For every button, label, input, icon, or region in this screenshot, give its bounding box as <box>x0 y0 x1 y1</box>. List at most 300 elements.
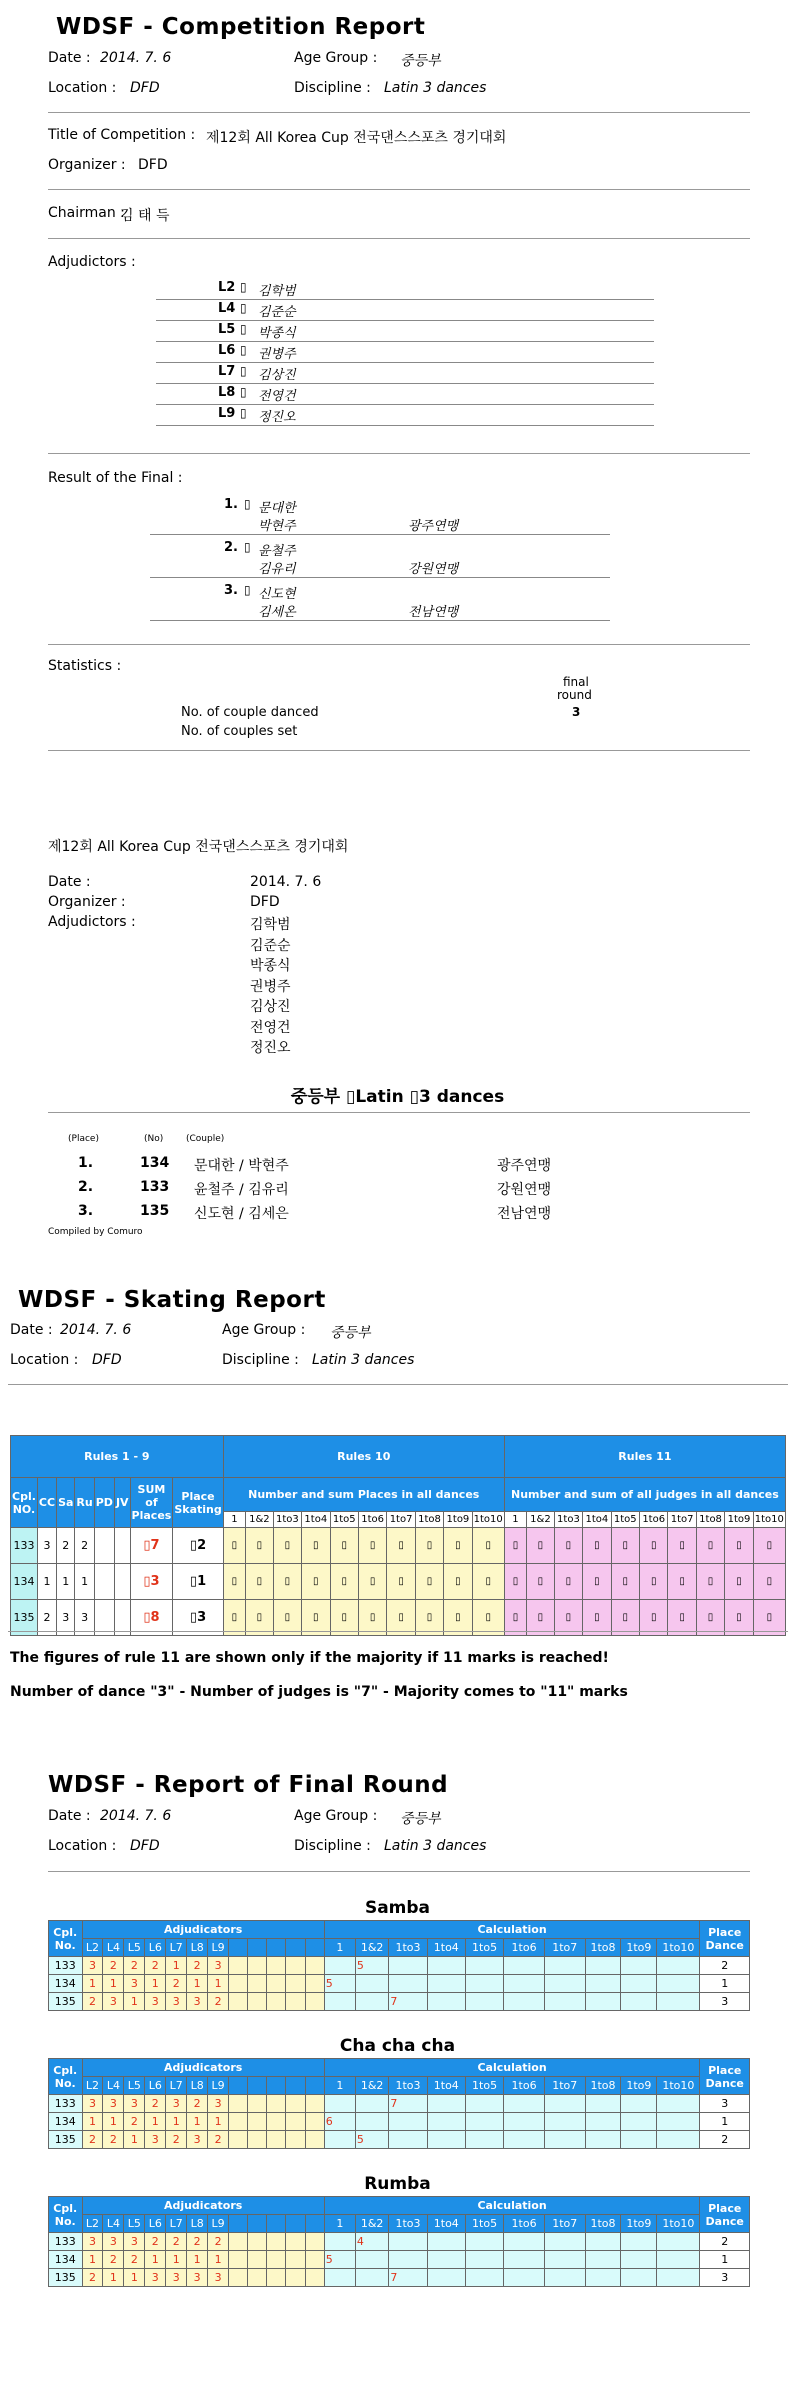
judge-mark: 2 <box>103 1957 124 1975</box>
judge-mark: 1 <box>145 2113 166 2131</box>
result-club: 광주연맹 <box>408 519 459 534</box>
cpl-header: Cpl. No. <box>49 2059 83 2095</box>
result-row-line <box>150 577 610 578</box>
skating-date: 2014. 7. 6 <box>60 1322 132 1338</box>
judge-empty <box>267 2233 286 2251</box>
judge-empty <box>305 2095 324 2113</box>
calc-cell <box>427 1975 465 1993</box>
judge-empty <box>248 2131 267 2149</box>
judge-empty <box>229 2113 248 2131</box>
calc-col-header: 1to8 <box>585 2077 621 2095</box>
calc-col-header: 1&2 <box>355 2077 389 2095</box>
dance-cpl: 133 <box>49 1957 83 1975</box>
dance-place: 3 <box>700 2095 750 2113</box>
calc-cell <box>621 2233 657 2251</box>
judge-empty <box>286 2269 305 2287</box>
adjudicator-box: ▯ <box>240 364 247 378</box>
judge-empty <box>267 2095 286 2113</box>
summary-couple: 문대한 / 박현주 <box>194 1158 289 1174</box>
judge-mark: 3 <box>124 1975 145 1993</box>
judge-empty <box>305 1957 324 1975</box>
judge-empty <box>267 2131 286 2149</box>
age-value: 중등부 <box>400 53 441 69</box>
rule11-cell: ▯ <box>725 1600 753 1636</box>
adjudicator-code: L5 <box>218 322 236 337</box>
rule10-cell: ▯ <box>358 1564 386 1600</box>
rule11-sub-header: Number and sum of all judges in all dances <box>504 1478 785 1512</box>
judge-empty <box>286 2251 305 2269</box>
summary-organizer: DFD <box>250 894 280 910</box>
judge-empty <box>305 1975 324 1993</box>
calc-cell <box>465 2113 503 2131</box>
rule11-cell: ▯ <box>583 1528 611 1564</box>
dance-cpl: 134 <box>49 2113 83 2131</box>
rule11-cell: ▯ <box>554 1600 582 1636</box>
rule10-cell: ▯ <box>444 1528 472 1564</box>
calc-cell <box>504 1975 545 1993</box>
judge-empty <box>286 1957 305 1975</box>
judge-mark: 1 <box>124 2131 145 2149</box>
rule10-cell: ▯ <box>472 1564 504 1600</box>
result-club: 전남연맹 <box>408 605 459 620</box>
judge-empty <box>248 2095 267 2113</box>
pd-header: PD <box>94 1478 114 1528</box>
judge-header: L2 <box>82 2215 103 2233</box>
skating-age-label: Age Group : <box>222 1322 306 1338</box>
calc-cell <box>355 2113 389 2131</box>
judge-empty <box>229 1993 248 2011</box>
rule10-cell: ▯ <box>302 1528 330 1564</box>
judge-empty-header <box>286 2215 305 2233</box>
summary-date-label: Date : <box>48 874 91 890</box>
adjudicators-label: Adjudictors : <box>48 254 136 270</box>
skating-age: 중등부 <box>330 1325 371 1341</box>
adjudicator-row-line <box>156 341 654 342</box>
rule10-sub-header: Number and sum Places in all dances <box>223 1478 504 1512</box>
calc-cell <box>621 2269 657 2287</box>
rule10-cell: ▯ <box>330 1564 358 1600</box>
judge-header: L8 <box>187 1939 208 1957</box>
location-label: Location : <box>48 80 117 96</box>
result-man: 윤철주 <box>258 544 296 559</box>
summary-adjudicator-name: 정진오 <box>250 1040 291 1056</box>
judge-mark: 2 <box>145 1957 166 1975</box>
summary-club: 전남연맹 <box>497 1206 552 1222</box>
rule10-cell: ▯ <box>444 1564 472 1600</box>
skating-col-header: 1to6 <box>358 1512 386 1528</box>
rule10-cell: ▯ <box>302 1600 330 1636</box>
calc-cell <box>465 1975 503 1993</box>
calc-cell <box>427 1993 465 2011</box>
summary-competition: 제12회 All Korea Cup 전국댄스스포츠 경기대회 <box>48 839 349 855</box>
judge-mark: 1 <box>103 2269 124 2287</box>
judge-header: L4 <box>103 2215 124 2233</box>
calc-cell <box>389 2233 427 2251</box>
judge-mark: 1 <box>166 2251 187 2269</box>
skating-col-header: 1to3 <box>273 1512 301 1528</box>
rule10-cell: ▯ <box>246 1564 274 1600</box>
col-place-header: (Place) <box>68 1134 99 1144</box>
judge-empty <box>305 2113 324 2131</box>
adjudicator-code: L7 <box>218 364 236 379</box>
judge-mark: 1 <box>208 1975 229 1993</box>
calc-cell <box>585 1993 621 2011</box>
judge-mark: 2 <box>166 2233 187 2251</box>
calc-cell <box>544 1993 585 2011</box>
adjudicator-box: ▯ <box>240 385 247 399</box>
dance-place: 2 <box>700 2233 750 2251</box>
rule11-cell: ▯ <box>639 1564 667 1600</box>
judge-mark: 2 <box>82 1993 103 2011</box>
judge-empty-header <box>305 2077 324 2095</box>
judge-header: L8 <box>187 2077 208 2095</box>
adjudicator-box: ▯ <box>240 301 247 315</box>
summary-heading: 중등부 ▯Latin ▯3 dances <box>290 1087 505 1107</box>
summary-place: 1. <box>78 1155 94 1171</box>
calc-col-header: 1 <box>324 2077 355 2095</box>
calc-cell: 5 <box>355 2131 389 2149</box>
calc-col-header: 1to9 <box>621 2077 657 2095</box>
rule10-cell: ▯ <box>415 1528 443 1564</box>
ru-header: Ru <box>75 1478 94 1528</box>
calc-cell <box>355 2269 389 2287</box>
rule11-cell: ▯ <box>583 1564 611 1600</box>
dance-row <box>49 2131 750 2149</box>
calc-cell <box>427 2233 465 2251</box>
calculation-header: Calculation <box>324 1921 700 1939</box>
jv-header: JV <box>114 1478 130 1528</box>
judge-empty-header <box>305 2215 324 2233</box>
skating-sum: ▯3 <box>130 1564 173 1600</box>
summary-number: 133 <box>140 1179 170 1195</box>
calc-col-header: 1to4 <box>427 2077 465 2095</box>
judge-empty <box>286 2095 305 2113</box>
calc-cell <box>585 2113 621 2131</box>
final-discipline: Latin 3 dances <box>384 1838 487 1854</box>
skating-cpl: 134 <box>11 1564 38 1600</box>
rule11-cell: ▯ <box>668 1600 696 1636</box>
skating-col-header: 1to9 <box>444 1512 472 1528</box>
calc-cell <box>355 1993 389 2011</box>
rule11-cell: ▯ <box>611 1528 639 1564</box>
judge-mark: 2 <box>103 2251 124 2269</box>
result-lady: 김세온 <box>258 605 296 620</box>
summary-adjudicator-name: 김학범 <box>250 917 291 933</box>
summary-couple: 윤철주 / 김유리 <box>194 1182 289 1198</box>
skating-pd <box>94 1564 114 1600</box>
rule11-cell: ▯ <box>696 1600 724 1636</box>
rule11-cell: ▯ <box>554 1528 582 1564</box>
calc-cell <box>355 2095 389 2113</box>
age-label: Age Group : <box>294 50 378 66</box>
judge-empty <box>248 2113 267 2131</box>
dance-row <box>49 2095 750 2113</box>
summary-club: 광주연맹 <box>497 1158 552 1174</box>
summary-adjudicator-name: 김상진 <box>250 999 291 1015</box>
adjudicator-name: 권병주 <box>258 347 296 362</box>
judge-header: L5 <box>124 2077 145 2095</box>
skating-place: ▯1 <box>173 1564 223 1600</box>
rule10-cell: ▯ <box>302 1564 330 1600</box>
judge-empty <box>305 2233 324 2251</box>
judge-empty <box>286 2131 305 2149</box>
calc-cell <box>657 2131 700 2149</box>
judge-empty-header <box>286 1939 305 1957</box>
skating-cpl: 133 <box>11 1528 38 1564</box>
judge-mark: 2 <box>124 1957 145 1975</box>
judge-mark: 1 <box>124 1993 145 2011</box>
judge-empty <box>305 2251 324 2269</box>
calc-cell <box>657 2233 700 2251</box>
skating-col-header: 1to4 <box>583 1512 611 1528</box>
result-man: 문대한 <box>258 501 296 516</box>
calc-col-header: 1 <box>324 2215 355 2233</box>
dance-table <box>48 1920 750 2011</box>
judge-header: L5 <box>124 2215 145 2233</box>
calc-cell <box>324 2131 355 2149</box>
organizer-value: DFD <box>138 157 168 173</box>
calc-col-header: 1to7 <box>544 2215 585 2233</box>
dance-cpl: 134 <box>49 1975 83 1993</box>
judge-mark: 1 <box>166 2113 187 2131</box>
dance-title: Cha cha cha <box>339 2036 456 2056</box>
location-value: DFD <box>130 80 160 96</box>
judge-mark: 2 <box>103 2131 124 2149</box>
skating-col-header: 1to5 <box>330 1512 358 1528</box>
dance-row <box>49 2233 750 2251</box>
skating-col-header: 1to10 <box>753 1512 785 1528</box>
judge-header: L4 <box>103 1939 124 1957</box>
calc-cell <box>427 2095 465 2113</box>
calc-cell <box>465 2131 503 2149</box>
summary-couple: 신도현 / 김세은 <box>194 1206 289 1222</box>
adjudicator-box: ▯ <box>240 343 247 357</box>
judge-mark: 2 <box>187 1957 208 1975</box>
calc-cell <box>389 1975 427 1993</box>
calc-cell <box>465 1957 503 1975</box>
judge-empty <box>305 2131 324 2149</box>
rule11-cell: ▯ <box>527 1564 555 1600</box>
sa-header: Sa <box>57 1478 75 1528</box>
result-man: 신도현 <box>258 587 296 602</box>
summary-adjudicators-label: Adjudictors : <box>48 914 136 930</box>
rule11-cell: ▯ <box>611 1564 639 1600</box>
skating-col-header: 1to5 <box>611 1512 639 1528</box>
discipline-value: Latin 3 dances <box>384 80 487 96</box>
judge-mark: 1 <box>187 1975 208 1993</box>
final-age-label: Age Group : <box>294 1808 378 1824</box>
summary-organizer-label: Organizer : <box>48 894 126 910</box>
calc-cell <box>465 2095 503 2113</box>
judge-mark: 3 <box>82 1957 103 1975</box>
result-row-line <box>150 620 610 621</box>
adjudicator-row-line <box>156 404 654 405</box>
rule10-cell: ▯ <box>273 1600 301 1636</box>
rule10-cell: ▯ <box>358 1600 386 1636</box>
calc-col-header: 1to10 <box>657 2077 700 2095</box>
judge-header: L8 <box>187 2215 208 2233</box>
rule10-cell: ▯ <box>330 1528 358 1564</box>
judge-mark: 2 <box>82 2269 103 2287</box>
result-box: ▯ <box>244 583 251 597</box>
skating-discipline: Latin 3 dances <box>312 1352 415 1368</box>
rule11-cell: ▯ <box>696 1528 724 1564</box>
calc-cell <box>585 2269 621 2287</box>
judge-mark: 3 <box>103 2233 124 2251</box>
calc-col-header: 1to4 <box>427 1939 465 1957</box>
judge-empty <box>267 2113 286 2131</box>
rule10-cell: ▯ <box>330 1600 358 1636</box>
judge-mark: 1 <box>187 2113 208 2131</box>
calc-cell <box>544 1975 585 1993</box>
skating-col-header: 1 <box>223 1512 245 1528</box>
judge-header: L2 <box>82 1939 103 1957</box>
calc-col-header: 1to6 <box>504 2077 545 2095</box>
calc-cell <box>544 2131 585 2149</box>
skating-col-header: 1to4 <box>302 1512 330 1528</box>
rule11-cell: ▯ <box>725 1564 753 1600</box>
adjudicator-code: L2 <box>218 280 236 295</box>
judge-mark: 2 <box>208 1993 229 2011</box>
dance-place: 2 <box>700 2131 750 2149</box>
skating-place: ▯2 <box>173 1528 223 1564</box>
calc-cell <box>427 2251 465 2269</box>
calc-cell <box>585 2095 621 2113</box>
summary-number: 135 <box>140 1203 170 1219</box>
place-skating-header: Place Skating <box>173 1478 223 1528</box>
judge-empty-header <box>248 2215 267 2233</box>
dance-cpl: 134 <box>49 2251 83 2269</box>
skating-col-header: 1to8 <box>415 1512 443 1528</box>
dance-row <box>49 2269 750 2287</box>
calc-cell <box>427 2113 465 2131</box>
skating-col-header: 1to3 <box>554 1512 582 1528</box>
calc-cell <box>621 2251 657 2269</box>
calc-cell <box>585 2131 621 2149</box>
calc-cell <box>504 2251 545 2269</box>
calc-cell <box>324 2269 355 2287</box>
judge-header: L4 <box>103 2077 124 2095</box>
adjudicator-name: 김학범 <box>258 284 296 299</box>
skating-col-header: 1to7 <box>387 1512 415 1528</box>
skating-note-1: The figures of rule 11 are shown only if the majority if 11 marks is reached! <box>10 1650 609 1666</box>
skating-col-header: 1 <box>504 1512 526 1528</box>
rule11-cell: ▯ <box>504 1564 526 1600</box>
dance-row <box>49 1957 750 1975</box>
judge-empty <box>248 2269 267 2287</box>
skating-col-header: 1&2 <box>527 1512 555 1528</box>
skating-sum: ▯8 <box>130 1600 173 1636</box>
calc-col-header: 1to10 <box>657 2215 700 2233</box>
result-place: 3. <box>224 583 238 598</box>
rule11-cell: ▯ <box>753 1528 785 1564</box>
judge-mark: 3 <box>208 2095 229 2113</box>
calc-cell <box>504 1957 545 1975</box>
result-club: 강원연맹 <box>408 562 459 577</box>
dance-title: Rumba <box>364 2174 431 2194</box>
judge-mark: 1 <box>82 2113 103 2131</box>
judge-empty <box>248 1993 267 2011</box>
judge-header: L2 <box>82 2077 103 2095</box>
calc-cell <box>355 1975 389 1993</box>
skating-cc: 1 <box>37 1564 56 1600</box>
rule11-cell: ▯ <box>753 1600 785 1636</box>
judge-empty <box>267 2251 286 2269</box>
skating-col-header: 1to8 <box>696 1512 724 1528</box>
adjudicator-code: L9 <box>218 406 236 421</box>
judge-mark: 1 <box>208 2251 229 2269</box>
adjudicator-row-line <box>156 362 654 363</box>
competition-label: Title of Competition : <box>48 127 196 143</box>
calc-cell <box>504 1993 545 2011</box>
judge-mark: 3 <box>145 2131 166 2149</box>
calc-cell <box>657 2251 700 2269</box>
cpl-header: Cpl. No. <box>49 2197 83 2233</box>
calc-cell <box>585 1975 621 1993</box>
calc-cell: 4 <box>355 2233 389 2251</box>
rule10-cell: ▯ <box>223 1528 245 1564</box>
skating-discipline-label: Discipline : <box>222 1352 299 1368</box>
calc-cell <box>657 2113 700 2131</box>
calc-cell <box>504 2113 545 2131</box>
result-place: 1. <box>224 497 238 512</box>
judge-empty-header <box>229 1939 248 1957</box>
final-title: WDSF - Report of Final Round <box>48 1772 449 1798</box>
calc-cell <box>427 2131 465 2149</box>
rule11-cell: ▯ <box>668 1528 696 1564</box>
calc-cell <box>657 1975 700 1993</box>
judge-header: L6 <box>145 1939 166 1957</box>
adjudicator-code: L6 <box>218 343 236 358</box>
cpl-no-header: Cpl. NO. <box>11 1478 38 1528</box>
calc-col-header: 1&2 <box>355 2215 389 2233</box>
skating-col-header: 1to9 <box>725 1512 753 1528</box>
skating-sa: 1 <box>57 1564 75 1600</box>
rule10-cell: ▯ <box>223 1564 245 1600</box>
skating-col-header: 1to6 <box>639 1512 667 1528</box>
calc-cell <box>324 2233 355 2251</box>
rule10-cell: ▯ <box>246 1600 274 1636</box>
judge-empty <box>248 1957 267 1975</box>
judge-mark: 3 <box>82 2095 103 2113</box>
result-lady: 박현주 <box>258 519 296 534</box>
skating-jv <box>114 1528 130 1564</box>
result-row-line <box>150 534 610 535</box>
adjudicator-box: ▯ <box>240 322 247 336</box>
calc-col-header: 1to5 <box>465 2215 503 2233</box>
calc-cell <box>324 1993 355 2011</box>
dance-place: 1 <box>700 2113 750 2131</box>
judge-empty-header <box>286 2077 305 2095</box>
result-label: Result of the Final : <box>48 470 183 486</box>
rules-1-9-header: Rules 1 - 9 <box>11 1436 224 1478</box>
dance-place: 3 <box>700 2269 750 2287</box>
judge-empty-header <box>248 2077 267 2095</box>
calc-cell <box>465 2269 503 2287</box>
adjudicator-name: 김상진 <box>258 368 296 383</box>
cpl-header: Cpl. No. <box>49 1921 83 1957</box>
rule11-cell: ▯ <box>639 1528 667 1564</box>
skating-date-label: Date : <box>10 1322 53 1338</box>
chairman-label: Chairman : <box>48 205 125 221</box>
judge-header: L9 <box>208 2077 229 2095</box>
judge-empty <box>286 2233 305 2251</box>
calc-cell <box>657 2095 700 2113</box>
rule10-cell: ▯ <box>358 1528 386 1564</box>
skating-sa: 3 <box>57 1600 75 1636</box>
adjudicator-name: 박종식 <box>258 326 296 341</box>
skating-sa: 2 <box>57 1528 75 1564</box>
